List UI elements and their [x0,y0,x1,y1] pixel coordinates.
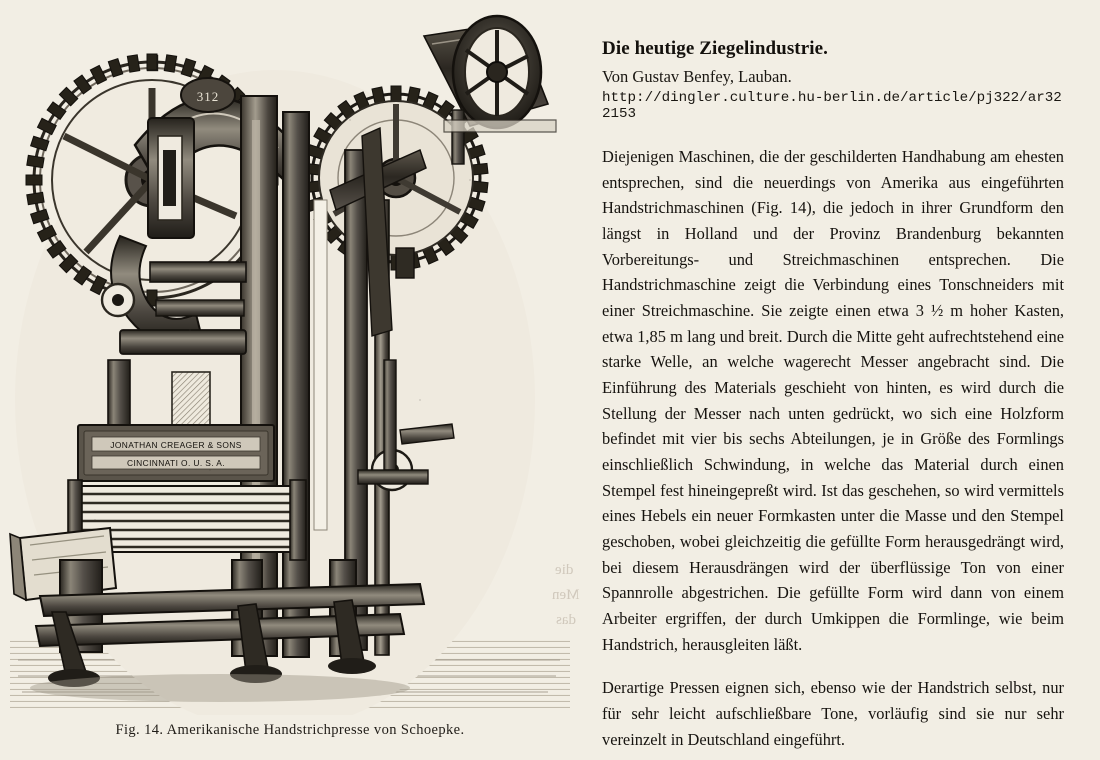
ghost-text-1: die [555,562,574,578]
maker-plate-line-1: JONATHAN CREAGER & SONS [110,440,242,450]
ghost-text-2: Men [552,587,580,603]
article-paragraph-2: Derartige Pressen eignen sich, ebenso wie der Handstrich selbst, nur für sehr leicht aufschließbare Tone, vorläufig sind sie nur sehr vereinzelt in Deutschland eingeführt. [602,678,1064,749]
maker-name-plate [78,425,274,481]
figure-caption: Fig. 14. Amerikanische Handstrichpresse von Schoepke. [115,722,465,738]
arch-plate-number: 312 [196,89,220,104]
article-url: http://dingler.culture.hu-berlin.de/article/pj322/ar322153 [602,90,1062,122]
article-text-pane [580,0,1100,760]
page-title: Die heutige Ziegelindustrie. [602,38,829,59]
ghost-text-3: das [556,612,576,628]
article-author: Von Gustav Benfey, Lauban. [602,67,792,86]
maker-plate-line-2: CINCINNATI O. U. S. A. [127,458,225,468]
handstrichpresse-engraving [0,0,580,715]
article-paragraph-1: Diejenigen Maschinen, die der geschilderten Handhabung am ehesten entsprechen, sind die neuerdings von Amerika aus eingeführten Handstrichmaschinen (Fig. 14), die jedoch in ihrer Grundform den längst in Holland und der Provinz Brandenburg bekannten Vorbereitungs- und Streichmaschinen entsprechen. Die Handstrichmaschine zeigt die Verbindung eines Tonschneiders mit einer Streichmaschine. Sie zeigte einen etwa 3 ½ m hoher Kasten, etwa 1,85 m lang und breit. Durch die Mitte geht aufrechtstehend eine starke Welle, an welche wagerecht Messer angebracht sind. Die Einführung des Materials geschieht von hinten, es wird durch die Stellung der Messer nach unten gedrückt, wo sich eine Holzform befindet mit vier bis sechs Abteilungen, je in Größe des Formlings einschließlich Schwindung, in welche das Material durch einen Stempel fest hineingepreßt wird. Ist das geschehen, so wird vermittels eines Hebels ein neuer Formkasten unter die Masse und den Stempel geschoben, wobei gleichzeitig die gefüllte Form herausgedrängt wird, bei diesem Herausdrängen wird der überflüssige Ton von einer Spannrolle abgestrichen. Die gefüllte Form wird dann von einem Arbeiter ergriffen, der durch Umkippen die Formlinge, wie beim Handstrich, herausgleiten läßt. [602,147,1064,654]
